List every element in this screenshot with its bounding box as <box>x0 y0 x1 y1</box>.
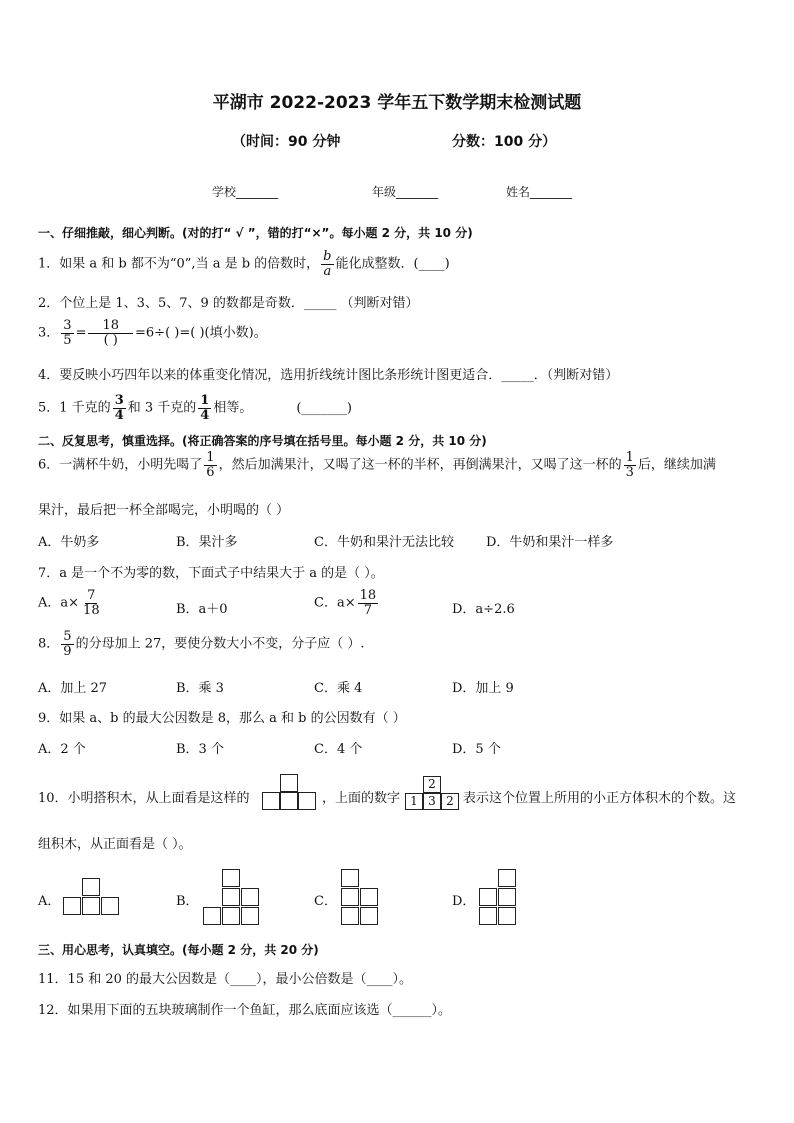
fraction-1-3: $\frac{1}{3}$ <box>625 450 634 480</box>
q6-option-d[interactable]: D．牛奶和果汁一样多 <box>486 535 614 550</box>
score-label: 分数：100 分） <box>452 134 557 150</box>
fraction-5-9: $\frac{5}{9}$ <box>63 629 72 659</box>
name-field[interactable]: 姓名_______ <box>506 185 573 199</box>
block <box>82 897 100 915</box>
question-7: 7．a 是一个不为零的数，下面式子中结果大于 a 的是（ ）。 <box>38 566 384 581</box>
block <box>241 907 259 925</box>
question-4: 4．要反映小巧四年以来的体重变化情况，选用折线统计图比条形统计图更适合．_____．（判断对错） <box>38 368 619 383</box>
question-9: 9．如果 a、b 的最大公因数是 8，那么 a 和 b 的公因数有（ ） <box>38 711 406 726</box>
q8-option-b[interactable]: B．乘 3 <box>176 681 224 696</box>
section1-heading: 一、仔细推敲，细心判断。(对的打“ √ ”，错的打“×”。每小题 2 分，共 10 分) <box>38 226 473 240</box>
fraction-3-4: $\frac{3}{4}$ <box>114 393 124 423</box>
grade-field[interactable]: 年级_______ <box>372 185 439 199</box>
block <box>280 774 298 792</box>
time-label: （时间：90 分钟 <box>232 134 341 150</box>
q10-figure-c <box>341 869 381 927</box>
count-cell: 2 <box>423 776 441 793</box>
block <box>262 792 280 810</box>
block <box>101 897 119 915</box>
section2-heading: 二、反复思考，慎重选择。(将正确答案的序号填在括号里。每小题 2 分，共 10 分) <box>38 434 487 448</box>
q10-figure-b <box>203 869 261 927</box>
block <box>498 907 516 925</box>
question-10-post: 表示这个位置上所用的小正方体积木的个数。这 <box>463 791 737 806</box>
fraction-b-over-a: $\frac{b}{a}$ <box>323 249 332 279</box>
question-6: 6．一满杯牛奶，小明先喝了 $\frac{1}{6}$ ，然后加满果汁，又喝了这一杯的半杯，再倒满果汁，又喝了这一杯的 $\frac{1}{3}$ 后，继续加满 <box>38 450 716 480</box>
q10-option-a[interactable]: A． <box>38 894 61 909</box>
block <box>203 907 221 925</box>
q10-figure-a <box>63 878 121 918</box>
q8-option-d[interactable]: D．加上 9 <box>452 681 514 696</box>
answer-blank[interactable]: (_______) <box>296 400 352 416</box>
q6-option-c[interactable]: C．牛奶和果汁无法比较 <box>314 535 454 550</box>
question-8: 8． $\frac{5}{9}$ 的分母加上 27，要使分数大小不变，分子应（ ）. <box>38 629 365 659</box>
block <box>498 888 516 906</box>
question-10-pre: 10．小明搭积木，从上面看是这样的 <box>38 791 250 806</box>
fraction-1-6: $\frac{1}{6}$ <box>206 450 215 480</box>
question-3: 3． $\frac{3}{5}$ = $\frac{18}{( )}$ =6÷( )=( )(填小数)。 <box>38 318 267 348</box>
q7-option-a[interactable]: A．a× $\frac{7}{18}$ <box>38 588 100 618</box>
block <box>360 888 378 906</box>
block <box>241 888 259 906</box>
q10-option-b[interactable]: B． <box>176 894 199 909</box>
block <box>298 792 316 810</box>
question-5: 5．1 千克的 $\frac{3}{4}$ 和 3 千克的 $\frac{1}{4}$ 相等。 (_______) <box>38 393 352 423</box>
section3-heading: 三、用心思考，认真填空。(每小题 2 分，共 20 分) <box>38 943 319 957</box>
fraction-7-18: $\frac{7}{18}$ <box>83 588 100 618</box>
block <box>82 878 100 896</box>
fraction-1-4: $\frac{1}{4}$ <box>200 393 210 423</box>
q7-option-d[interactable]: D．a÷2.6 <box>452 602 515 617</box>
question-10-line2: 组积木，从正面看是（ ）。 <box>38 837 192 852</box>
q9-option-c[interactable]: C．4 个 <box>314 742 363 757</box>
fraction-18-blank: $\frac{18}{( )}$ <box>88 319 133 347</box>
top-view-figure <box>262 774 320 814</box>
block <box>280 792 298 810</box>
q7-option-b[interactable]: B．a＋0 <box>176 602 228 617</box>
count-cell: 1 <box>405 793 423 810</box>
block <box>479 907 497 925</box>
block <box>498 869 516 887</box>
question-12: 12．如果用下面的五块玻璃制作一个鱼缸，那么底面应该选（______）。 <box>38 1003 452 1018</box>
numbered-top-view <box>405 776 461 812</box>
school-field[interactable]: 学校_______ <box>212 185 279 199</box>
q10-option-d[interactable]: D． <box>452 894 476 909</box>
q10-option-c[interactable]: C． <box>314 894 337 909</box>
question-2: 2．个位上是 1、3、5、7、9 的数都是奇数．_____ （判断对错） <box>38 296 419 311</box>
block <box>63 897 81 915</box>
q6-option-a[interactable]: A．牛奶多 <box>38 535 100 550</box>
q9-option-b[interactable]: B．3 个 <box>176 742 224 757</box>
fraction-18-7: $\frac{18}{7}$ <box>359 588 377 618</box>
q8-option-c[interactable]: C．乘 4 <box>314 681 363 696</box>
block <box>360 907 378 925</box>
block <box>341 869 359 887</box>
block <box>479 888 497 906</box>
page-title: 平湖市 2022-2023 学年五下数学期末检测试题 <box>212 93 582 113</box>
block <box>222 869 240 887</box>
fraction-3-5: $\frac{3}{5}$ <box>63 318 72 348</box>
question-10-mid: ，上面的数字 <box>322 791 401 806</box>
question-1: 1．如果 a 和 b 都不为“0”,当 a 是 b 的倍数时， $\frac{b}{a}$ 能化成整数．(____) <box>38 249 450 279</box>
block <box>222 888 240 906</box>
q9-option-d[interactable]: D．5 个 <box>452 742 501 757</box>
q7-option-c[interactable]: C．a× $\frac{18}{7}$ <box>314 588 377 618</box>
block <box>341 888 359 906</box>
question-6-line2: 果汁，最后把一杯全部喝完，小明喝的（ ） <box>38 503 290 518</box>
question-11: 11．15 和 20 的最大公因数是（____），最小公倍数是（____）。 <box>38 972 413 987</box>
count-cell: 2 <box>441 793 459 810</box>
count-cell: 3 <box>423 793 441 810</box>
q6-option-b[interactable]: B．果汁多 <box>176 535 238 550</box>
q10-figure-d <box>479 869 519 927</box>
q8-option-a[interactable]: A．加上 27 <box>38 681 108 696</box>
block <box>222 907 240 925</box>
block <box>341 907 359 925</box>
q9-option-a[interactable]: A．2 个 <box>38 742 86 757</box>
